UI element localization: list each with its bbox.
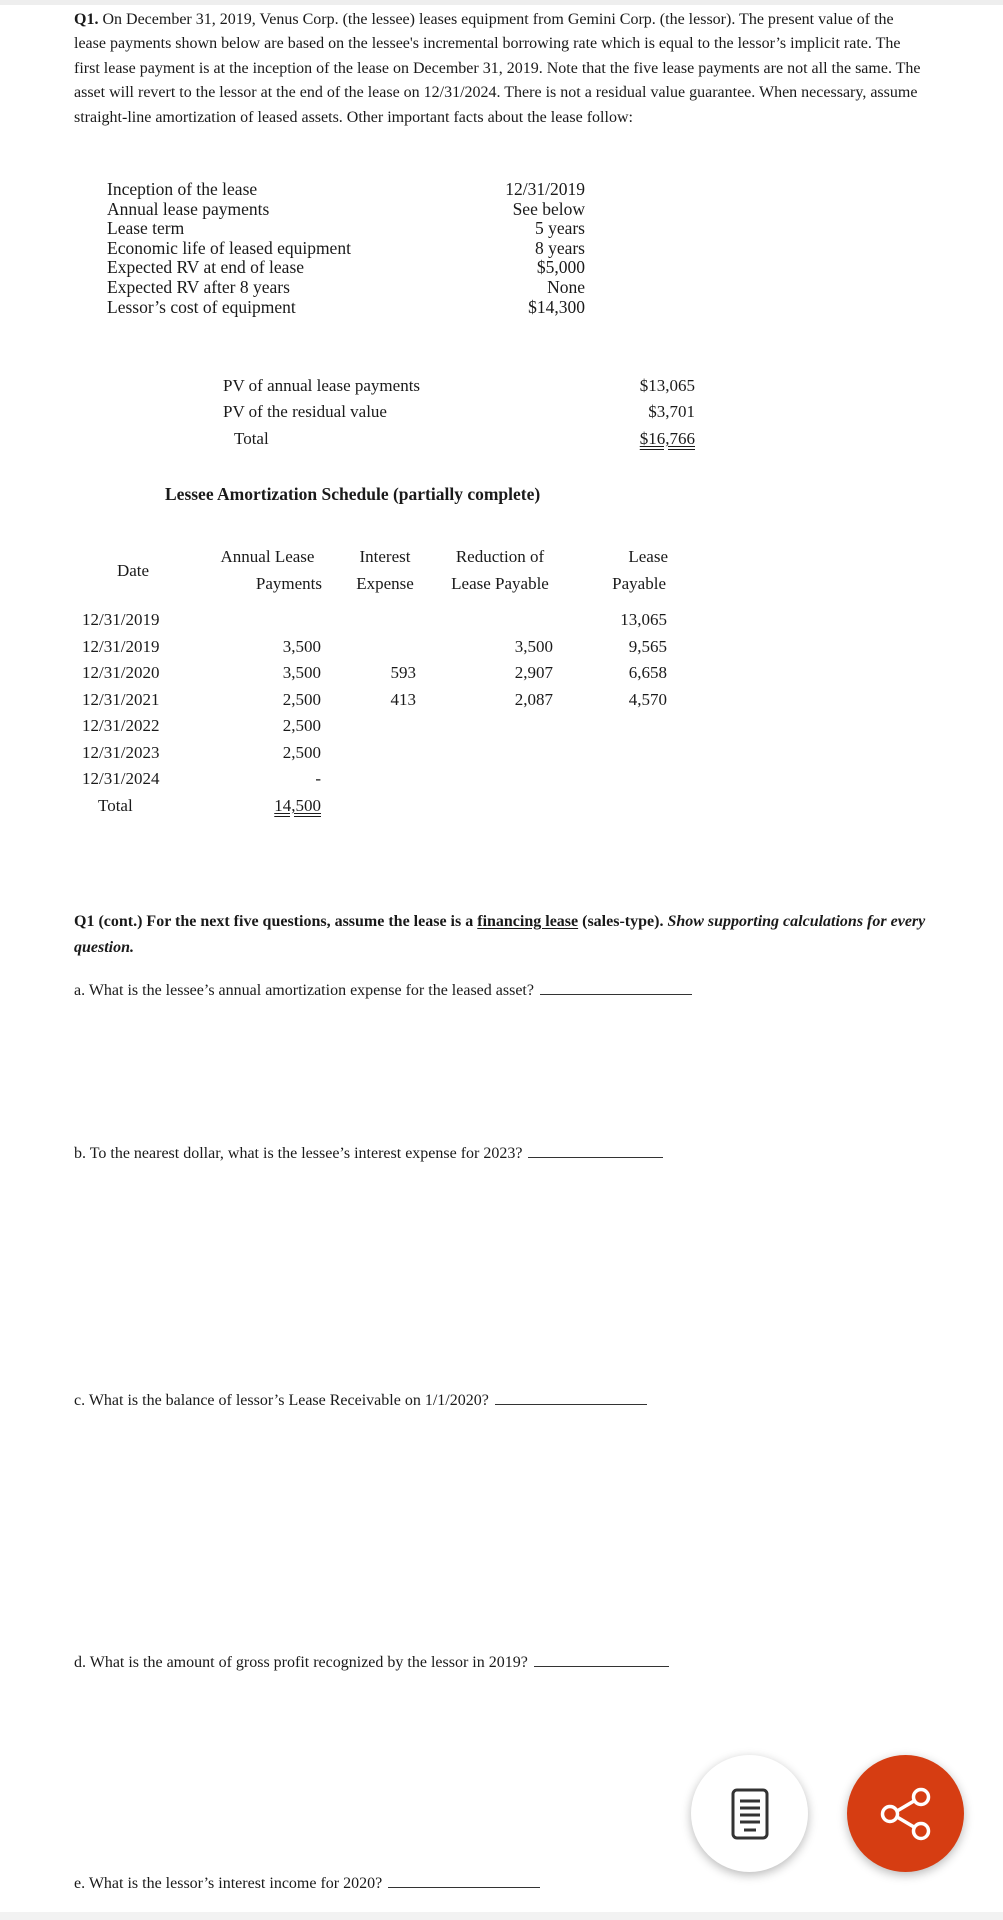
instructions-middle: (sales-type). <box>578 913 668 930</box>
row-date: 12/31/2024 <box>82 769 160 788</box>
row-payable: 9,565 <box>628 636 667 656</box>
header-reduction-line2: Lease Payable <box>451 574 549 593</box>
fact-value: See below <box>512 198 585 219</box>
top-edge <box>0 0 1003 5</box>
questions-instructions <box>74 909 934 961</box>
intro-text: On December 31, 2019, Venus Corp. (the lessee) leases equipment from Gemini Corp. (the lessor). The present value of the lease payments shown below are based on the lessee's incremental borrowing rate which is equal to the lessor’s implicit rate. The first lease payment is at the inception of the lease on December 31, 2019. Note that the five lease payments are not all the same. The asset will revert to the lessor at the end of the lease on 12/31/2024. There is not a residual value guarantee. When necessary, assume straight-line amortization of leased assets. Other important facts about the lease follow: <box>74 11 921 126</box>
question-a-text: a. What is the lessee’s annual amortization expense for the leased asset? <box>74 982 534 999</box>
question-e-text: e. What is the lessor’s interest income for 2020? <box>74 1875 383 1892</box>
row-interest: 593 <box>390 663 416 682</box>
pv-total-label: Total <box>234 429 269 448</box>
question-e <box>74 1871 540 1893</box>
question-d <box>74 1650 669 1672</box>
fact-label: Annual lease payments <box>107 198 270 219</box>
instructions-italic: Show supporting calculations for every question. <box>74 913 926 956</box>
pv-value: $3,701 <box>648 402 695 421</box>
pv-value: $13,065 <box>639 376 695 395</box>
row-reduction: 2,087 <box>514 689 553 709</box>
row-date: 12/31/2022 <box>82 716 160 735</box>
bottom-edge <box>0 1912 1003 1920</box>
row-payable: 4,570 <box>628 689 667 709</box>
share-icon <box>878 1786 934 1842</box>
answer-blank-d[interactable] <box>534 1650 669 1667</box>
fact-value: 12/31/2019 <box>505 179 585 199</box>
question-a <box>74 978 692 1000</box>
header-interest-line2: Expense <box>356 574 414 593</box>
question-b <box>74 1141 663 1163</box>
row-date: 12/31/2020 <box>82 663 160 682</box>
fact-value: $14,300 <box>528 296 585 317</box>
answer-blank-a[interactable] <box>540 978 692 995</box>
fact-label: Lessor’s cost of equipment <box>107 296 296 317</box>
pv-total-value: $16,766 <box>639 429 695 448</box>
pv-label: PV of annual lease payments <box>223 376 421 395</box>
row-payment: 3,500 <box>282 663 321 682</box>
question-d-text: d. What is the amount of gross profit recognized by the lessor in 2019? <box>74 1654 528 1671</box>
row-payment: 3,500 <box>282 636 321 656</box>
fact-value: 8 years <box>534 237 585 258</box>
header-reduction-line1: Reduction of <box>455 547 545 566</box>
question-intro <box>74 8 924 130</box>
row-date: 12/31/2021 <box>82 689 160 709</box>
question-b-text: b. To the nearest dollar, what is the lessee’s interest expense for 2023? <box>74 1145 523 1162</box>
header-payment-line1: Annual Lease <box>220 547 315 566</box>
row-date: 12/31/2023 <box>82 742 160 762</box>
fact-label: Expected RV at end of lease <box>107 257 305 278</box>
header-date: Date <box>116 561 150 580</box>
fact-label: Inception of the lease <box>107 179 258 199</box>
header-payable-line1: Lease <box>628 547 668 566</box>
pv-label: PV of the residual value <box>223 402 387 421</box>
answer-blank-c[interactable] <box>495 1388 647 1405</box>
answer-blank-e[interactable] <box>388 1871 540 1888</box>
row-payment: 2,500 <box>282 689 321 709</box>
fact-value: 5 years <box>534 218 585 239</box>
row-payment: 2,500 <box>282 742 321 762</box>
header-payment-line2: Payments <box>255 574 322 593</box>
row-payable: 6,658 <box>628 663 667 682</box>
row-payment: - <box>315 769 321 788</box>
question-c-text: c. What is the balance of lessor’s Lease Receivable on 1/1/2020? <box>74 1392 489 1409</box>
share-button[interactable] <box>847 1755 964 1872</box>
row-date: 12/31/2019 <box>82 610 160 629</box>
schedule-total-cell <box>240 796 321 816</box>
fact-label: Expected RV after 8 years <box>107 277 290 297</box>
header-payable-line2: Payable <box>612 574 666 593</box>
document-view-button[interactable] <box>691 1755 808 1872</box>
schedule-total-label: Total <box>98 796 133 815</box>
schedule-title: Lessee Amortization Schedule (partially complete) <box>165 484 541 504</box>
fact-label: Economic life of leased equipment <box>107 237 351 258</box>
pv-total-cell <box>575 429 695 449</box>
instructions-prefix: Q1 (cont.) For the next five questions, assume the lease is a <box>74 913 478 930</box>
document-icon <box>730 1787 770 1841</box>
row-reduction: 3,500 <box>514 636 553 656</box>
row-date: 12/31/2019 <box>82 636 160 656</box>
row-payment: 2,500 <box>282 716 321 735</box>
question-c <box>74 1388 647 1410</box>
schedule-total-payment: 14,500 <box>274 796 321 815</box>
row-reduction: 2,907 <box>514 663 553 682</box>
fact-label: Lease term <box>107 218 185 239</box>
header-interest-line1: Interest <box>359 547 411 566</box>
question-number: Q1. <box>74 11 99 28</box>
fact-value: $5,000 <box>536 257 585 278</box>
row-interest: 413 <box>390 689 416 709</box>
answer-blank-b[interactable] <box>528 1141 663 1158</box>
financing-lease-term: financing lease <box>477 913 579 930</box>
row-payable: 13,065 <box>620 610 667 629</box>
fact-value: None <box>547 277 585 297</box>
